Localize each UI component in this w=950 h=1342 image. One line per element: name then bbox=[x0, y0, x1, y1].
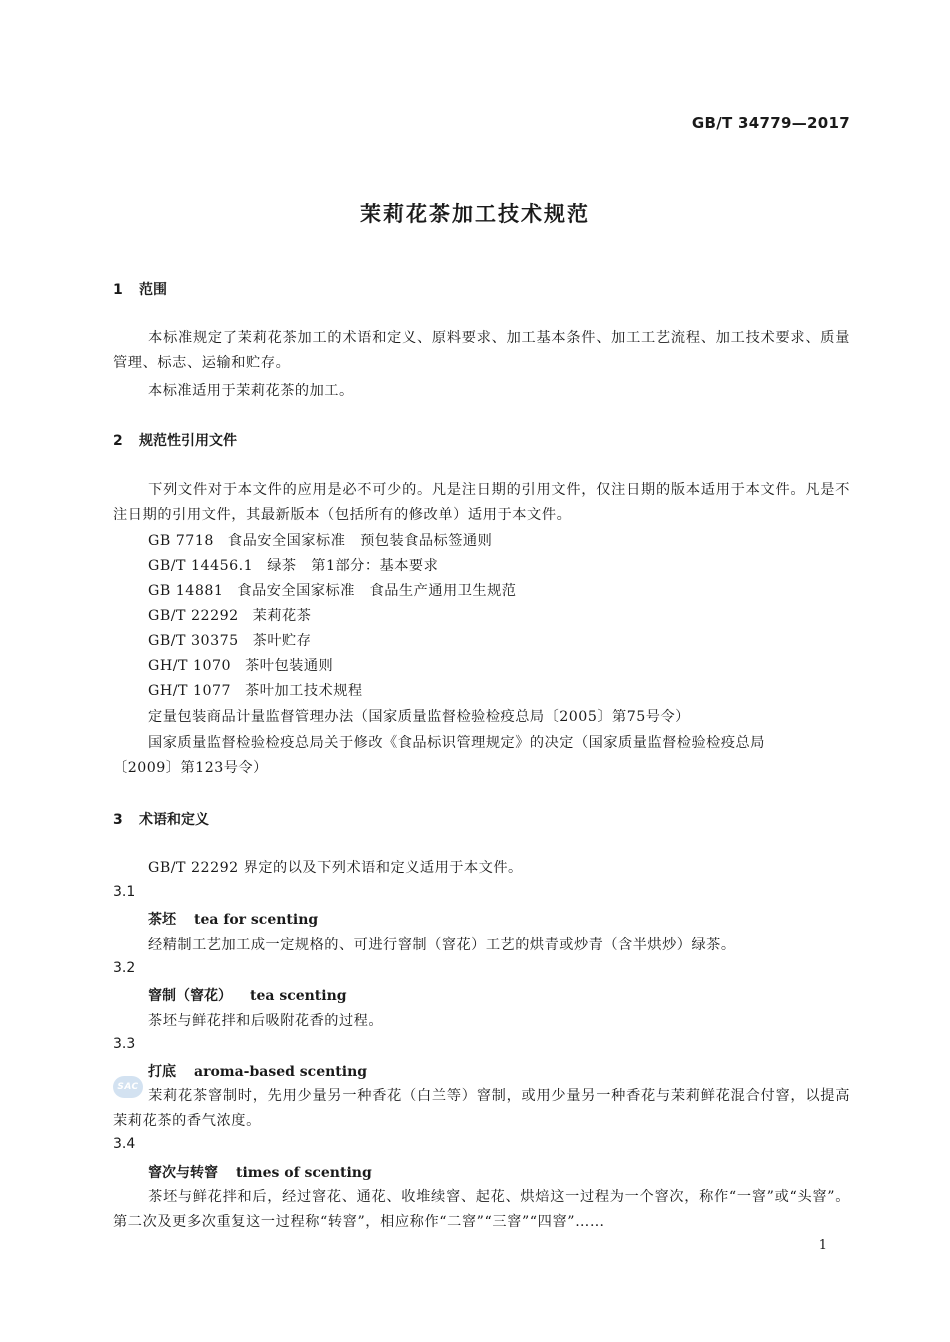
reference-item bbox=[148, 580, 516, 600]
term-english: tea scenting bbox=[250, 988, 347, 1004]
document-title: 茉莉花茶加工技术规范 bbox=[360, 202, 590, 226]
term-heading bbox=[148, 985, 347, 1005]
reference-title: 食品安全国家标准 预包装食品标签通则 bbox=[227, 533, 493, 549]
section-number: 3 bbox=[113, 812, 123, 828]
reference-item bbox=[148, 555, 438, 575]
term-chinese: 窨制（窨花） bbox=[148, 988, 232, 1004]
reference-item bbox=[148, 655, 333, 675]
standard-code: GB/T 34779—2017 bbox=[691, 114, 850, 132]
reference-regulation-continued: 〔2009〕第123号令） bbox=[113, 760, 268, 776]
reference-item bbox=[148, 680, 363, 700]
section-1-paragraph-1: 本标准规定了茉莉花茶加工的术语和定义、原料要求、加工基本条件、加工工艺流程、加工技术要求、质量管理、标志、运输和贮存。 bbox=[113, 330, 850, 371]
reference-code: GH/T 1077 bbox=[148, 683, 232, 699]
section-1-paragraph-2: 本标准适用于茉莉花茶的加工。 bbox=[148, 383, 354, 399]
reference-item bbox=[148, 605, 311, 625]
term-chinese: 窨次与转窨 bbox=[148, 1165, 218, 1181]
term-english: times of scenting bbox=[236, 1165, 372, 1181]
reference-regulation: 国家质量监督检验检疫总局关于修改《食品标识管理规定》的决定（国家质量监督检验检疫总局 bbox=[148, 735, 765, 751]
section-1-heading bbox=[113, 279, 167, 299]
term-english: tea for scenting bbox=[194, 912, 319, 928]
clause-number: 3.2 bbox=[113, 960, 136, 976]
reference-title: 茶叶加工技术规程 bbox=[245, 683, 363, 699]
section-3-intro: GB/T 22292 界定的以及下列术语和定义适用于本文件。 bbox=[148, 860, 523, 876]
reference-title: 茶叶包装通则 bbox=[245, 658, 334, 674]
reference-item bbox=[148, 630, 311, 650]
clause-number: 3.3 bbox=[113, 1036, 136, 1052]
reference-title: 茶叶贮存 bbox=[252, 633, 312, 649]
reference-code: GB/T 22292 bbox=[148, 608, 239, 624]
section-title: 范围 bbox=[139, 282, 167, 298]
reference-item bbox=[148, 530, 492, 550]
reference-code: GB 14881 bbox=[148, 583, 224, 599]
term-definition: 茉莉花茶窨制时，先用少量另一种香花（白兰等）窨制，或用少量另一种香花与茉莉鲜花混合付窨，以提高茉莉花茶的香气浓度。 bbox=[113, 1088, 850, 1129]
reference-regulation: 定量包装商品计量监督管理办法（国家质量监督检验检疫总局〔2005〕第75号令） bbox=[148, 709, 690, 725]
reference-code: GB/T 14456.1 bbox=[148, 558, 254, 574]
term-heading bbox=[148, 1162, 372, 1182]
reference-title: 绿茶 第1部分：基本要求 bbox=[267, 558, 439, 574]
term-heading bbox=[148, 909, 318, 929]
section-number: 1 bbox=[113, 282, 123, 298]
term-chinese: 打底 bbox=[148, 1064, 176, 1080]
term-english: aroma-based scenting bbox=[194, 1064, 368, 1080]
term-definition: 茶坯与鲜花拌和后，经过窨花、通花、收堆续窨、起花、烘焙这一过程为一个窨次，称作“一窨”或“头窨”。第二次及更多次重复这一过程称“转窨”，相应称作“二窨”“三窨”“四窨”…… bbox=[113, 1189, 850, 1230]
section-number: 2 bbox=[113, 433, 123, 449]
reference-code: GB 7718 bbox=[148, 533, 214, 549]
reference-code: GH/T 1070 bbox=[148, 658, 232, 674]
section-title: 规范性引用文件 bbox=[139, 433, 237, 449]
page-number: 1 bbox=[818, 1238, 827, 1253]
term-chinese: 茶坯 bbox=[148, 912, 176, 928]
section-2-intro: 下列文件对于本文件的应用是必不可少的。凡是注日期的引用文件，仅注日期的版本适用于本文件。凡是不注日期的引用文件，其最新版本（包括所有的修改单）适用于本文件。 bbox=[113, 482, 850, 523]
sac-watermark-logo: SAC bbox=[113, 1076, 143, 1098]
clause-number: 3.4 bbox=[113, 1136, 136, 1152]
term-definition: 茶坯与鲜花拌和后吸附花香的过程。 bbox=[148, 1013, 384, 1029]
section-title: 术语和定义 bbox=[139, 812, 209, 828]
term-heading bbox=[148, 1061, 367, 1081]
reference-code: GB/T 30375 bbox=[148, 633, 239, 649]
reference-title: 食品安全国家标准 食品生产通用卫生规范 bbox=[237, 583, 517, 599]
section-3-heading bbox=[113, 809, 209, 829]
reference-title: 茉莉花茶 bbox=[252, 608, 312, 624]
section-2-heading bbox=[113, 430, 237, 450]
clause-number: 3.1 bbox=[113, 884, 136, 900]
term-definition: 经精制工艺加工成一定规格的、可进行窨制（窨花）工艺的烘青或炒青（含半烘炒）绿茶。 bbox=[148, 937, 736, 953]
